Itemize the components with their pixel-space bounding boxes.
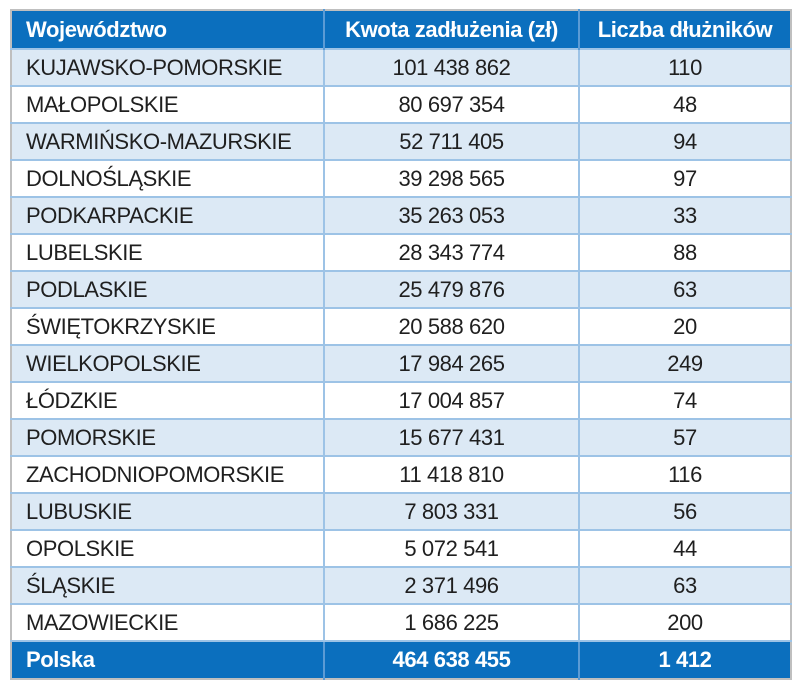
table-footer-row: [11, 641, 791, 679]
footer-debtors-cell: 1 412: [579, 641, 791, 679]
debtors-cell: 97: [579, 160, 791, 197]
amount-cell: 17 984 265: [324, 345, 579, 382]
debtors-cell: 33: [579, 197, 791, 234]
footer-amount-cell: 464 638 455: [324, 641, 579, 679]
amount-cell: 17 004 857: [324, 382, 579, 419]
debtors-cell: 74: [579, 382, 791, 419]
table-row: [11, 530, 791, 567]
region-cell: POMORSKIE: [11, 419, 324, 456]
debtors-cell: 44: [579, 530, 791, 567]
region-cell: ŚLĄSKIE: [11, 567, 324, 604]
footer-region-cell: Polska: [11, 641, 324, 679]
amount-cell: 80 697 354: [324, 86, 579, 123]
region-cell: PODKARPACKIE: [11, 197, 324, 234]
amount-cell: 101 438 862: [324, 49, 579, 86]
table-row: [11, 567, 791, 604]
debtors-cell: 200: [579, 604, 791, 641]
debtors-cell: 63: [579, 271, 791, 308]
region-cell: LUBELSKIE: [11, 234, 324, 271]
amount-cell: 2 371 496: [324, 567, 579, 604]
amount-cell: 5 072 541: [324, 530, 579, 567]
amount-cell: 25 479 876: [324, 271, 579, 308]
table-row: [11, 86, 791, 123]
region-cell: MAZOWIECKIE: [11, 604, 324, 641]
table-row: [11, 271, 791, 308]
amount-cell: 15 677 431: [324, 419, 579, 456]
table-row: [11, 419, 791, 456]
col-header-debtors: Liczba dłużników: [579, 10, 791, 49]
table-row: [11, 49, 791, 86]
debtors-cell: 57: [579, 419, 791, 456]
table-row: [11, 345, 791, 382]
table-row: [11, 160, 791, 197]
region-cell: ZACHODNIOPOMORSKIE: [11, 456, 324, 493]
debtors-cell: 56: [579, 493, 791, 530]
table-row: [11, 456, 791, 493]
table-header-row: [11, 10, 791, 49]
region-cell: MAŁOPOLSKIE: [11, 86, 324, 123]
region-cell: WARMIŃSKO-MAZURSKIE: [11, 123, 324, 160]
amount-cell: 35 263 053: [324, 197, 579, 234]
region-cell: KUJAWSKO-POMORSKIE: [11, 49, 324, 86]
table-row: [11, 604, 791, 641]
table-row: [11, 197, 791, 234]
region-cell: WIELKOPOLSKIE: [11, 345, 324, 382]
region-cell: PODLASKIE: [11, 271, 324, 308]
debtors-cell: 88: [579, 234, 791, 271]
amount-cell: 28 343 774: [324, 234, 579, 271]
amount-cell: 20 588 620: [324, 308, 579, 345]
debtors-cell: 63: [579, 567, 791, 604]
region-cell: OPOLSKIE: [11, 530, 324, 567]
debt-table: [10, 9, 792, 680]
table-row: [11, 234, 791, 271]
debtors-cell: 249: [579, 345, 791, 382]
amount-cell: 1 686 225: [324, 604, 579, 641]
col-header-amount: Kwota zadłużenia (zł): [324, 10, 579, 49]
amount-cell: 52 711 405: [324, 123, 579, 160]
amount-cell: 7 803 331: [324, 493, 579, 530]
debtors-cell: 20: [579, 308, 791, 345]
table-row: [11, 382, 791, 419]
amount-cell: 39 298 565: [324, 160, 579, 197]
table-row: [11, 493, 791, 530]
region-cell: ŚWIĘTOKRZYSKIE: [11, 308, 324, 345]
table-row: [11, 308, 791, 345]
amount-cell: 11 418 810: [324, 456, 579, 493]
region-cell: ŁÓDZKIE: [11, 382, 324, 419]
debtors-cell: 48: [579, 86, 791, 123]
debtors-cell: 116: [579, 456, 791, 493]
debtors-cell: 94: [579, 123, 791, 160]
region-cell: DOLNOŚLĄSKIE: [11, 160, 324, 197]
debtors-cell: 110: [579, 49, 791, 86]
col-header-region: Województwo: [11, 10, 324, 49]
region-cell: LUBUSKIE: [11, 493, 324, 530]
table-row: [11, 123, 791, 160]
table-body: [11, 49, 791, 641]
